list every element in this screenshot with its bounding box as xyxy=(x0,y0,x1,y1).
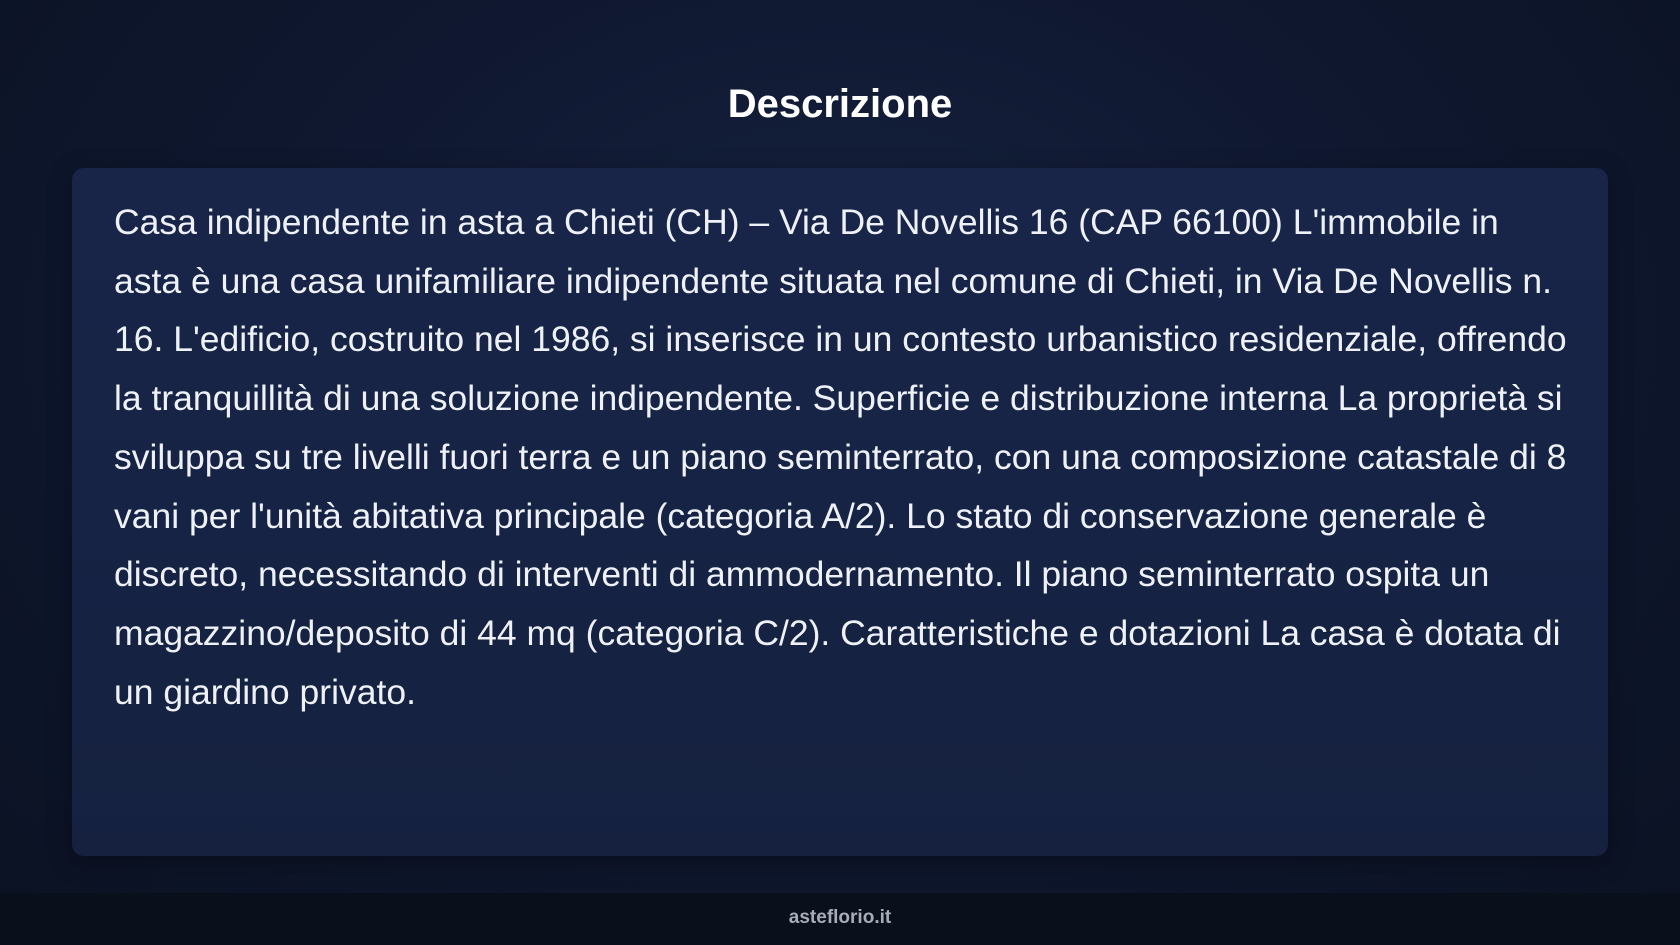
description-text: Casa indipendente in asta a Chieti (CH) – Via De Novellis 16 (CAP 66100) L'immobile in asta è una casa unifamiliare indipendente situata nel comune di Chieti, in Via De Novellis n. 16. L'edificio, costruito nel 1986, si inserisce in un contesto urbanistico residenziale, offrendo la tranquillità di una soluzione indipendente. Superficie e distribuzione interna La proprietà si sviluppa su tre livelli fuori terra e un piano seminterrato, con una composizione catastale di 8 vani per l'unità abitativa principale (categoria A/2). Lo stato di conservazione generale è discreto, necessitando di interventi di ammodernamento. Il piano seminterrato ospita un magazzino/deposito di 44 mq (categoria C/2). Caratteristiche e dotazioni La casa è dotata di un giardino privato. xyxy=(114,202,1567,712)
page-title: Descrizione xyxy=(727,82,953,126)
footer xyxy=(0,893,1680,945)
footer-site-name: asteflorio.it xyxy=(788,907,892,928)
description-card xyxy=(72,168,1608,856)
